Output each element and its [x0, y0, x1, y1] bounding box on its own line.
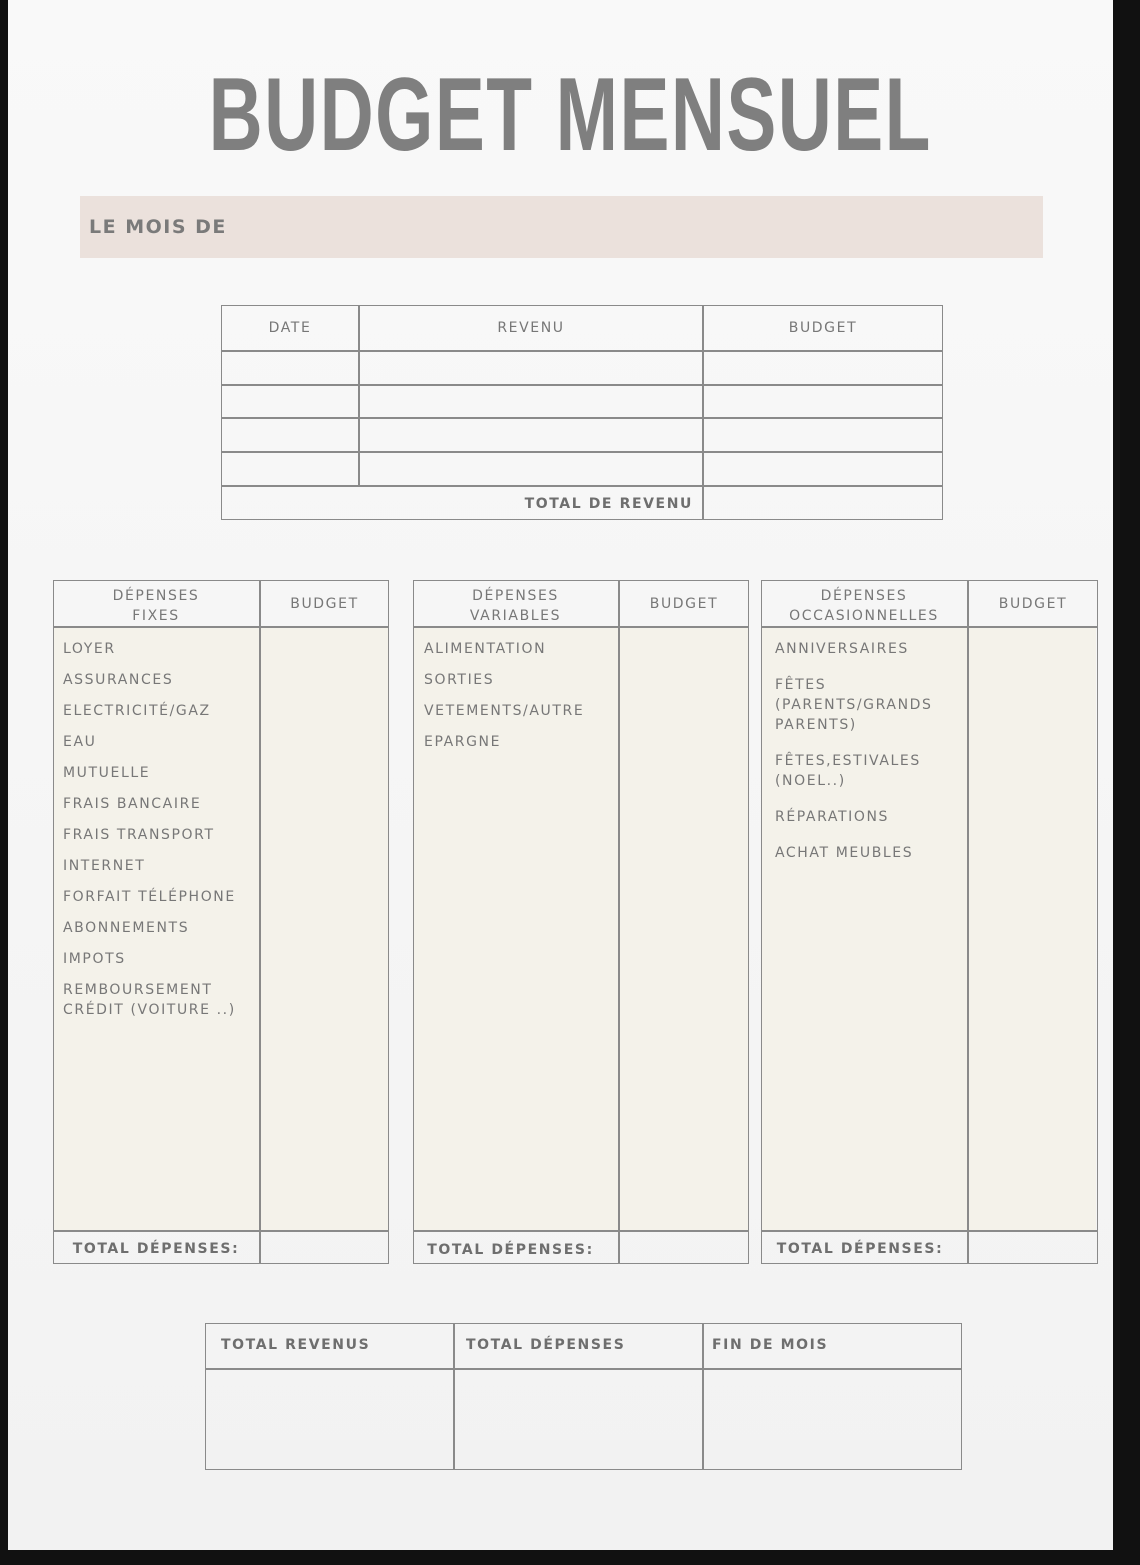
variable-budget-header: BUDGET — [649, 596, 719, 612]
expense-item: ELECTRICITÉ/GAZ — [63, 703, 211, 719]
income-total-label: TOTAL DE REVENU — [524, 496, 693, 512]
expense-item: SORTIES — [424, 672, 495, 688]
page-title-text: BUDGET MENSUEL — [208, 57, 932, 173]
expense-item: EAU — [63, 734, 97, 750]
occasional-header: DÉPENSES OCCASIONNELLES — [789, 588, 939, 624]
fixed-header: DÉPENSES FIXES — [112, 588, 200, 624]
month-label: LE MOIS DE — [89, 216, 227, 238]
variable-expenses-list — [424, 639, 614, 763]
expense-item: ASSURANCES — [63, 672, 174, 688]
fixed-budget-header: BUDGET — [290, 596, 359, 612]
expense-item: ACHAT MEUBLES — [775, 845, 914, 861]
summary-total-depenses: TOTAL DÉPENSES — [466, 1337, 626, 1353]
fixed-expenses-list — [63, 639, 253, 1031]
month-field[interactable] — [80, 196, 1043, 258]
page-title — [0, 57, 1140, 173]
income-header-budget: BUDGET — [788, 320, 858, 336]
expense-item: FRAIS TRANSPORT — [63, 827, 215, 843]
occasional-budget-header: BUDGET — [998, 596, 1068, 612]
expense-item: FÊTES (PARENTS/GRANDS PARENTS) — [775, 677, 933, 733]
income-header-date: DATE — [268, 320, 312, 336]
expense-item: IMPOTS — [63, 951, 126, 967]
expense-item: FÊTES,ESTIVALES (NOEL..) — [775, 753, 921, 789]
summary-fin-de-mois: FIN DE MOIS — [712, 1337, 829, 1353]
expense-item: RÉPARATIONS — [775, 809, 890, 825]
variable-header: DÉPENSES VARIABLES — [469, 588, 562, 624]
expense-item: FRAIS BANCAIRE — [63, 796, 202, 812]
occasional-expenses-list — [775, 639, 955, 879]
fixed-total-label: TOTAL DÉPENSES: — [72, 1241, 240, 1257]
expense-item: ANNIVERSAIRES — [775, 641, 909, 657]
expense-item: ABONNEMENTS — [63, 920, 190, 936]
summary-total-revenus: TOTAL REVENUS — [221, 1337, 371, 1353]
occasional-total-label: TOTAL DÉPENSES: — [776, 1241, 944, 1257]
expense-item: ALIMENTATION — [424, 641, 547, 657]
expense-item: INTERNET — [63, 858, 146, 874]
income-header-revenu: REVENU — [497, 320, 565, 336]
expense-item: VETEMENTS/AUTRE — [424, 703, 585, 719]
expense-item: EPARGNE — [424, 734, 502, 750]
expense-item: FORFAIT TÉLÉPHONE — [63, 889, 236, 905]
expense-item: LOYER — [63, 641, 116, 657]
expense-item: REMBOURSEMENT CRÉDIT (VOITURE ..) — [63, 982, 236, 1018]
variable-total-label: TOTAL DÉPENSES: — [427, 1242, 594, 1258]
expense-item: MUTUELLE — [63, 765, 151, 781]
